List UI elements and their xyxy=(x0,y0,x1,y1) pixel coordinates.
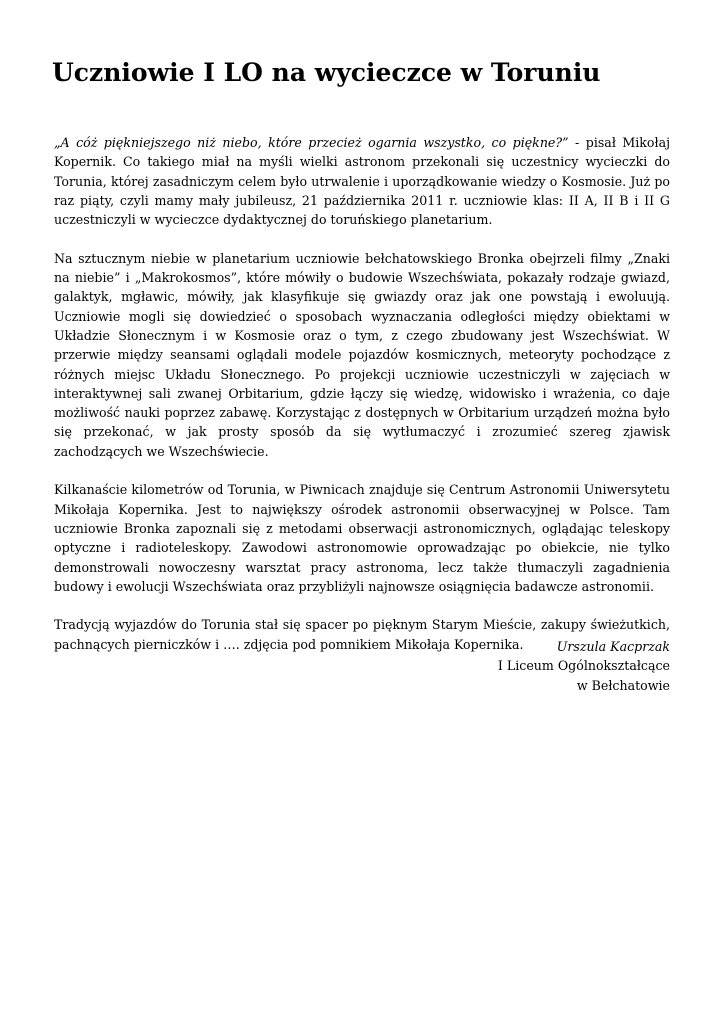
kopernik-quote: „A cóż piękniejszego niż niebo, które przecież ogarnia wszystko, co piękne?” xyxy=(54,135,569,150)
signature-school: I Liceum Ogólnokształcące xyxy=(497,658,670,674)
paragraph-old-town: Tradycją wyjazdów do Torunia stał się spacer po pięknym Starym Mieście, zakupy świeżutkich, pachnących pierniczków i …. zdjęcia pod pomnikiem Mikołaja Kopernika. xyxy=(54,617,670,652)
paragraph-intro xyxy=(54,133,670,229)
paragraph-piwnice: Kilkanaście kilometrów od Torunia, w Piwnicach znajduje się Centrum Astronomii Uniwersytetu Mikołaja Kopernika. Jest to największy ośrodek astronomii obserwacyjnej w Polsce. Tam uczniowie Bronka zapoznali się z metodami obserwacji astronomicznych, oglądając teleskopy optyczne i radioteleskopy. Zawodowi astronomowie oprowadzając po obiekcie, nie tylko demonstrowali nowoczesny warsztat pracy astronoma, lecz także tłumaczyli zagadnienia budowy i ewolucji Wszechświata oraz przybliżyli najnowsze osiągnięcia badawcze astronomii. xyxy=(54,482,670,594)
signature-city: w Bełchatowie xyxy=(576,677,670,693)
signature-author: Urszula Kacprzak xyxy=(556,639,670,654)
article-title: Uczniowie I LO na wycieczce w Toruniu xyxy=(52,58,601,87)
paragraph-planetarium: Na sztucznym niebie w planetarium uczniowie bełchatowskiego Bronka obejrzeli filmy „Znaki na niebie” i „Makrokosmos”, które mówiły o budowie Wszechświata, pokazały rodzaje gwiazd, galaktyk, mgławic, mówiły, jak klasyfikuje się gwiazdy oraz jak one powstają i ewoluują. Uczniowie mogli się dowiedzieć o sposobach wyznaczania odległości między obiektami w Układzie Słonecznym i w Kosmosie oraz o tym, z czego zbudowany jest Wszechświat. W przerwie między seansami oglądali modele pojazdów kosmicznych, meteoryty pochodzące z różnych miejsc Układu Słonecznego. Po projekcji uczniowie uczestniczyli w zajęciach w interaktywnej sali zwanej Orbitarium, gdzie łączy się wiedzę, widowisko i wrażenia, co daje możliwość nauki poprzez zabawę. Korzystając z dostępnych w Orbitarium urządzeń można było się przekonać, w jak prosty sposób da się wytłumaczyć i zrozumieć szereg zjawisk zachodzących we Wszechświecie. xyxy=(54,250,670,459)
paragraph-intro-text: - pisał Mikołaj Kopernik. Co takiego miał na myśli wielki astronom przekonali się uczestnicy wycieczki do Torunia, której zasadniczym celem było utrwalenie i uporządkowanie wiedzy o Kosmosie. Już po raz piąty, czyli mamy mały jubileusz, 21 października 2011 r. uczniowie klas: II A, II B i II G uczestniczyli w wycieczce dydaktycznej do toruńskiego planetarium. xyxy=(54,135,670,228)
signature-block xyxy=(498,637,670,695)
article-body xyxy=(54,133,670,673)
